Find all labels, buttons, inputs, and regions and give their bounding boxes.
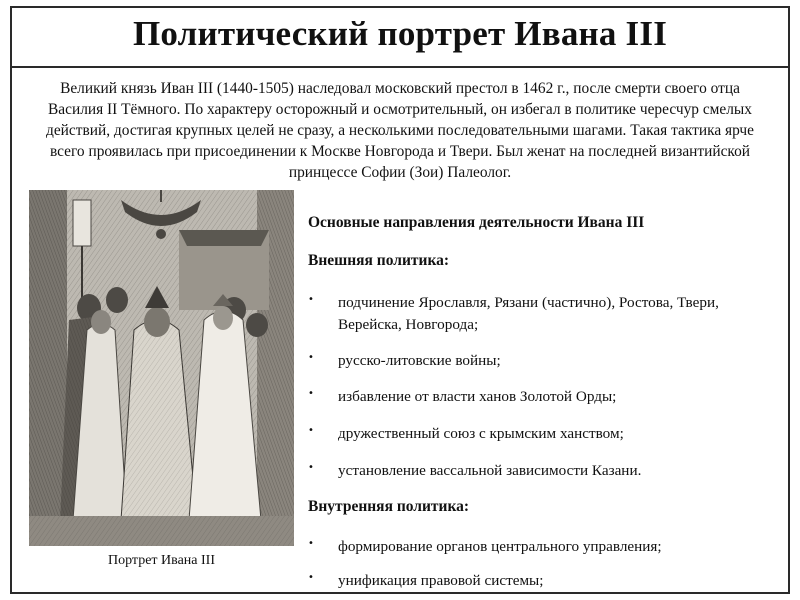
- directions-heading: Основные направления деятельности Ивана III: [308, 214, 645, 231]
- list-item: [308, 423, 786, 445]
- bullet-icon: •: [308, 538, 314, 549]
- bullet-icon: •: [308, 352, 314, 363]
- foreign-policy-heading: Внешняя политика:: [308, 252, 450, 269]
- bullet-icon: •: [308, 572, 314, 583]
- list-item: [308, 460, 786, 482]
- list-item: [308, 570, 786, 592]
- portrait-caption: Портрет Ивана III: [108, 553, 215, 568]
- list-item-text: подчинение Ярославля, Рязани (частично), Ростова, Твери, Верейска, Новгорода;: [338, 294, 719, 333]
- list-item-text: русско-литовские войны;: [338, 352, 501, 369]
- list-item: [308, 292, 786, 336]
- list-item-text: формирование органов центрального управления;: [338, 538, 662, 555]
- bullet-icon: •: [308, 294, 314, 305]
- list-item: [308, 536, 786, 558]
- list-item-text: дружественный союз с крымским ханством;: [338, 425, 624, 442]
- bullet-icon: •: [308, 462, 314, 473]
- list-item-text: унификация правовой системы;: [338, 572, 544, 589]
- slide-title: Политический портрет Ивана III: [132, 14, 668, 53]
- engraving-illustration: [29, 190, 294, 546]
- list-item-text: избавление от власти ханов Золотой Орды;: [338, 388, 617, 405]
- portrait-engraving: [29, 190, 294, 546]
- list-item-text: установление вассальной зависимости Казани.: [338, 462, 642, 479]
- list-item: [308, 350, 786, 372]
- title-divider: [12, 66, 788, 68]
- bullet-icon: •: [308, 388, 314, 399]
- list-item: [308, 386, 786, 408]
- bullet-icon: •: [308, 425, 314, 436]
- domestic-policy-heading: Внутренняя политика:: [308, 498, 470, 515]
- intro-paragraph: Великий князь Иван III (1440-1505) наследовал московский престол в 1462 г., после смерти своего отца Василия II Тёмного. По характеру осторожный и осмотрительный, он избегал в политике чересчур смелых действий, достигая крупных целей не сразу, а несколькими последовательными шагами. Такая тактика ярче всего проявилась при присоединении к Москве Новгорода и Твери. Был женат на последней византийской принцессе Софии (Зои) Палеолог.: [46, 80, 754, 181]
